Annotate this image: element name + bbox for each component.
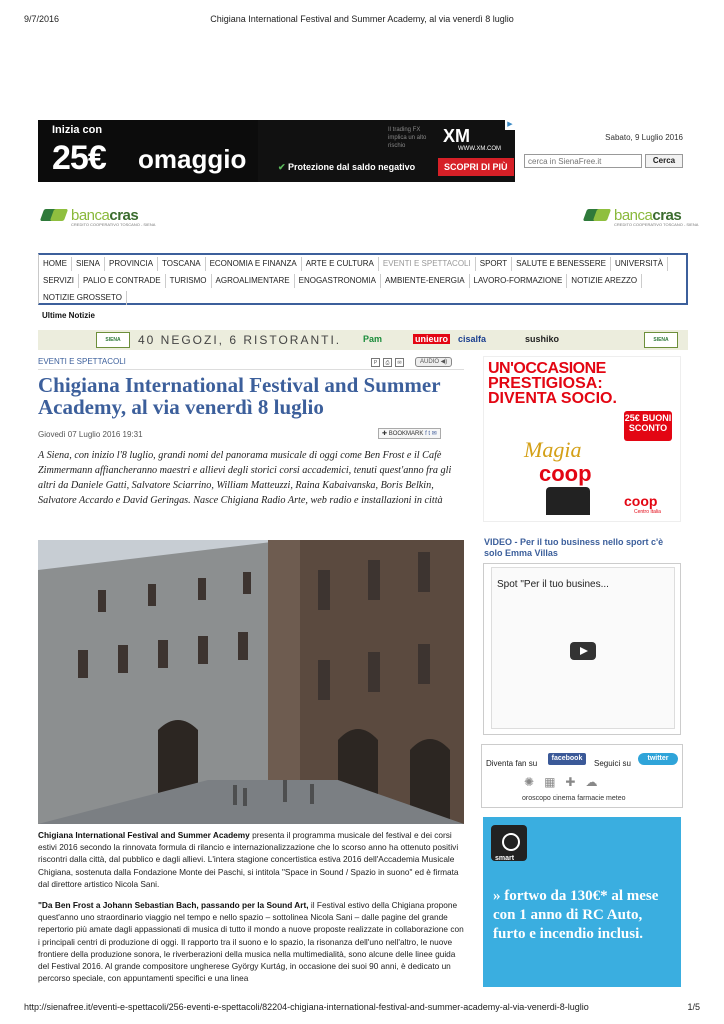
divider (38, 369, 464, 370)
smart-brand: smart (495, 855, 515, 862)
logo-subtitle: CREDITO COOPERATIVO TOSCANO - SIENA (71, 222, 156, 227)
coop-ad[interactable] (483, 356, 681, 522)
horoscope-icon[interactable]: ✺ (524, 775, 535, 789)
nav-item-enogastronomia[interactable]: ENOGASTRONOMIA (295, 274, 381, 288)
logo-name: bancacras (614, 206, 682, 224)
nav-item-notizie-grosseto[interactable]: NOTIZIE GROSSETO (39, 291, 127, 305)
social-box (481, 744, 683, 808)
video-title-link[interactable]: VIDEO - Per il tuo business nello sport c'è solo Emma Villas (484, 537, 664, 558)
article-paragraph-1: Chigiana International Festival and Summer Academy presenta il programma musicale del festival e dei corsi estivi 2016 secondo la rinnovata formula di rilancio e internazionalizzazione che lo scorso anno ha ottenuto positivi riscontri dalla città, dal pubblico e dagli allievi. L'intera stagione concertistica estiva 2016 dell'Accademia Musicale Chigiana, sostenuta dalla Fondazione Monte dei Paschi, si intitola "Space in Sound / Spazio in suono" ed è firmata dal direttore artistico Nicola Sani. (38, 830, 459, 889)
nav-item-notizie-arezzo[interactable]: NOTIZIE AREZZO (567, 274, 642, 288)
print-footer (24, 1002, 700, 1012)
search-button[interactable]: Cerca (645, 154, 683, 168)
article-pubdate: Giovedì 07 Luglio 2016 19:31 (38, 430, 143, 439)
main-nav (38, 253, 688, 305)
nav-item-eventi-e-spettacoli[interactable]: EVENTI E SPETTACOLI (379, 257, 476, 271)
xm-site: WWW.XM.COM (458, 146, 501, 152)
audio-button[interactable]: AUDIO ◀) (415, 357, 452, 367)
coop-line3: DIVENTA SOCIO. (488, 390, 617, 407)
nav-item-siena[interactable]: SIENA (72, 257, 105, 271)
nav-item-turismo[interactable]: TURISMO (166, 274, 212, 288)
coop-buoni-badge: 25€ BUONI SCONTO (624, 411, 672, 441)
nav-item-toscana[interactable]: TOSCANA (158, 257, 206, 271)
coop-centro: Centro Italia (634, 509, 661, 515)
bookmark-icon: ✚ (382, 431, 389, 437)
nav-item-arte-e-cultura[interactable]: ARTE E CULTURA (302, 257, 379, 271)
weather-icon[interactable]: ☁ (585, 775, 598, 789)
ultime-notizie-label: Ultime Notizie (42, 311, 95, 320)
bookmark-button[interactable]: ✚ BOOKMARK f t ✉ (378, 428, 441, 439)
nav-item-servizi[interactable]: SERVIZI (39, 274, 79, 288)
nav-item-economia-e-finanza[interactable]: ECONOMIA E FINANZA (206, 257, 302, 271)
siena-street-image (38, 540, 464, 824)
ad-amount: 25€ (52, 139, 106, 177)
nav-row-3 (39, 291, 686, 305)
print-url: http://sienafree.it/eventi-e-spettacoli/256-eventi-e-spettacoli/82204-chigiana-international-festival-and-summer-academy-al-via-venerdi-8-luglio (24, 1002, 589, 1012)
print-icon[interactable]: ⎙ (383, 358, 392, 367)
nav-item-lavoro-formazione[interactable]: LAVORO-FORMAZIONE (470, 274, 568, 288)
xm-banner-ad[interactable] (38, 120, 515, 182)
brand-cisalfa: cisalfa (458, 334, 487, 344)
fan-label: Diventa fan su (486, 759, 538, 768)
article-paragraph-2: "Da Ben Frost a Johann Sebastian Bach, passando per la Sound Art, il Festival estivo della Chigiana propone quest'anno uno straordinario viaggio nel tempo e nello spazio – sottolinea Nicola Sani – dalle pagine del grande repertorio più amate dagli appassionati di musica di tutto il mondo a nuove proposte realizzate in collaborazione con i principali centri di produzione di oggi. Il rapporto tra il suono e lo spazio, la risonanza dell'uno nell'altro, le nuove frontiere della produzione sonora, le riverberazioni della musica nella multimedialità, sono alcune delle linee guida del Festival 2016. Al grande compositore ungherese György Kurtág, in occasione dei suoi 90 anni, è dedicato un percorso speciale, con appuntamenti specifici e una linea (38, 900, 464, 984)
brand-unieuro: unieuro (415, 334, 448, 344)
email-icon[interactable]: ✉ (395, 358, 404, 367)
article-tools (371, 357, 452, 367)
article-lead: A Siena, con inizio l'8 luglio, grandi nomi del panorama musicale di oggi come Ben Frost e il Cafè Zimmermann affiancheranno maestri e allievi degli storici corsi accademici, tenuti quest'anno fra gli altri da Daniele Gatti, Salvatore Sciarrino, William Matteuzzi, Raina Kabaivanska, Boris Belkin, Salvatore Accardo e David Geringas. Nasce Chigiana Radio Arte, web radio e installazioni in città (38, 450, 452, 506)
print-title: Chigiana International Festival and Summer Academy, al via venerdì 8 luglio (210, 14, 514, 24)
coop-line1: UN'OCCASIONE (488, 360, 606, 377)
service-icons (524, 775, 597, 789)
bancacras-logo-left[interactable] (42, 206, 156, 227)
ad-trading-note: Il trading FX implica un alto rischio (388, 127, 427, 149)
smart-ad-copy: » fortwo da 130€* al mese con 1 anno di RC Auto, furto e incendio inclusi. (493, 888, 659, 942)
nav-row-1 (39, 257, 686, 271)
nav-row-2 (39, 274, 686, 288)
nav-item-universit-[interactable]: UNIVERSITÀ (611, 257, 668, 271)
brand-pam: Pam (363, 334, 383, 344)
magic-hat-icon (546, 487, 590, 515)
header-date: Sabato, 9 Luglio 2016 (605, 133, 683, 142)
logo-name: bancacras (71, 206, 139, 224)
coop-logo: coop (624, 493, 658, 509)
nav-item-ambiente-energia[interactable]: AMBIENTE-ENERGIA (381, 274, 470, 288)
pdf-icon[interactable]: P (371, 358, 380, 367)
print-date: 9/7/2016 (24, 14, 60, 24)
bancacras-logo-right[interactable] (585, 206, 699, 227)
video-label: Spot "Per il tuo busines... (497, 579, 609, 590)
logo-subtitle: CREDITO COOPERATIVO TOSCANO - SIENA (614, 222, 699, 227)
seguici-label: Seguici su (594, 759, 631, 768)
coop-word: coop (539, 461, 592, 486)
nav-item-home[interactable]: HOME (39, 257, 72, 271)
coop-magia: Magia (524, 437, 582, 462)
siena-logo-left: SIENA (96, 332, 130, 348)
search-input[interactable] (524, 154, 642, 168)
bancacras-mark-icon (42, 209, 68, 221)
nav-item-sport[interactable]: SPORT (476, 257, 512, 271)
xm-logo: XM (443, 126, 470, 146)
twitter-button[interactable]: twitter (638, 753, 678, 765)
ad-omaggio: omaggio (138, 144, 247, 174)
nav-item-provincia[interactable]: PROVINCIA (105, 257, 158, 271)
coop-line2: PRESTIGIOSA: (488, 375, 603, 392)
video-player[interactable] (491, 567, 675, 729)
cinema-icon[interactable]: ▦ (544, 775, 556, 789)
video-embed (483, 563, 681, 735)
negozi-banner-ad[interactable] (38, 330, 688, 350)
brand-sushiko: sushiko (525, 334, 560, 344)
bancacras-mark-icon (585, 209, 611, 221)
print-page: 1/5 (687, 1002, 700, 1012)
nav-item-salute-e-benessere[interactable]: SALUTE E BENESSERE (512, 257, 611, 271)
article-category-link[interactable]: EVENTI E SPETTACOLI (38, 357, 126, 366)
article-photo (38, 540, 464, 824)
print-header (24, 14, 700, 26)
negozi-text: 40 NEGOZI, 6 RISTORANTI. (138, 333, 342, 347)
service-labels: oroscopo cinema farmacie meteo (522, 795, 626, 802)
facebook-button[interactable]: facebook (548, 753, 586, 765)
ad-cta-button[interactable]: SCOPRI DI PIÙ (438, 158, 514, 176)
nav-item-palio-e-contrade[interactable]: PALIO E CONTRADE (79, 274, 166, 288)
smart-ad[interactable] (483, 817, 681, 987)
play-icon[interactable] (570, 642, 596, 660)
article-title: Chigiana International Festival and Summer Academy, al via venerdì 8 luglio (38, 373, 441, 419)
adchoices-icon[interactable]: ▶ (505, 120, 515, 130)
share-icons: f t ✉ (425, 431, 437, 437)
nav-item-agroalimentare[interactable]: AGROALIMENTARE (212, 274, 295, 288)
ad-inizia: Inizia con (52, 124, 103, 136)
ad-protezione: ✔ Protezione dal saldo negativo (278, 162, 415, 173)
pharmacy-icon[interactable]: ✚ (565, 775, 576, 789)
siena-logo-right: SIENA (644, 332, 678, 348)
